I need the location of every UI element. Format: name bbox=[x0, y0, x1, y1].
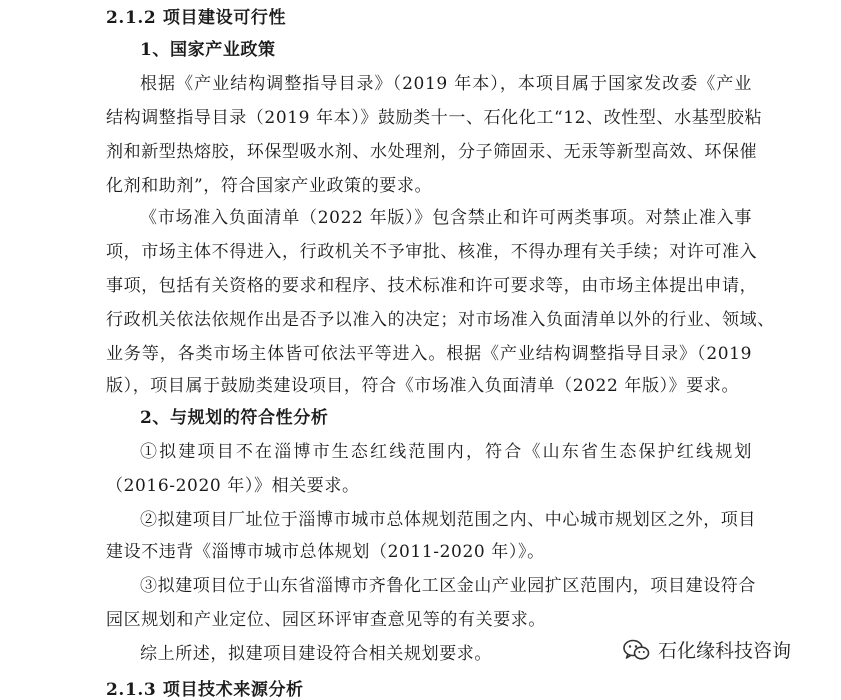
list-item: ②拟建项目厂址位于淄博市城市总体规划范围之内、中心城市规划区之外，项目 bbox=[140, 510, 756, 530]
list-item: 建设不违背《淄博市城市总体规划（2011-2020 年）》。 bbox=[106, 542, 545, 562]
paragraph-line: 事项，包括有关资格的要求和程序、技术标准和许可要求等，由市场主体提出申请， bbox=[106, 276, 758, 296]
list-item: ①拟建项目不在淄博市生态红线范围内，符合《山东省生态保护红线规划 bbox=[140, 442, 752, 462]
list-item: 园区规划和产业定位、园区环评审查意见等的有关要求。 bbox=[106, 610, 546, 630]
summary-text: 综上所述，拟建项目建设符合相关规划要求。 bbox=[140, 644, 492, 664]
watermark bbox=[622, 636, 791, 663]
paragraph-line: 版），项目属于鼓励类建设项目，符合《市场准入负面清单（2022 年版）》要求。 bbox=[106, 376, 740, 396]
watermark-text: 石化缘科技咨询 bbox=[658, 640, 792, 662]
paragraph-line: 业务等，各类市场主体皆可依法平等进入。根据《产业结构调整指导目录》（2019 bbox=[106, 344, 752, 364]
list-item: ③拟建项目位于山东省淄博市齐鲁化工区金山产业园扩区范围内，项目建设符合 bbox=[140, 576, 756, 596]
list-item: （2016-2020 年）》相关要求。 bbox=[106, 476, 360, 496]
subsection-heading-planning: 2、与规划的符合性分析 bbox=[140, 408, 329, 428]
paragraph-line: 项，市场主体不得进入，行政机关不予审批、核准，不得办理有关手续；对许可准入 bbox=[106, 242, 758, 262]
paragraph-line: 剂和新型热熔胶，环保型吸水剂、水处理剂，分子筛固汞、无汞等新型高效、环保催 bbox=[106, 142, 758, 162]
next-section-heading: 2.1.3 项目技术来源分析 bbox=[106, 680, 304, 700]
paragraph-line: 行政机关依法依规作出是否予以准入的决定；对市场准入负面清单以外的行业、领域、 bbox=[106, 310, 775, 330]
wechat-icon bbox=[622, 638, 650, 662]
paragraph-line: 结构调整指导目录（2019 年本）》鼓励类十一、石化化工“12、改性型、水基型胶粘 bbox=[106, 108, 763, 128]
subsection-heading-policy: 1、国家产业政策 bbox=[140, 40, 276, 60]
paragraph-line: 化剂和助剂”，符合国家产业政策的要求。 bbox=[106, 176, 433, 196]
paragraph-line: 《市场准入负面清单（2022 年版）》包含禁止和许可两类事项。对禁止准入事 bbox=[140, 208, 752, 228]
section-heading: 2.1.2 项目建设可行性 bbox=[106, 8, 287, 28]
paragraph-line: 根据《产业结构调整指导目录》（2019 年本），本项目属于国家发改委《产业 bbox=[140, 74, 752, 94]
